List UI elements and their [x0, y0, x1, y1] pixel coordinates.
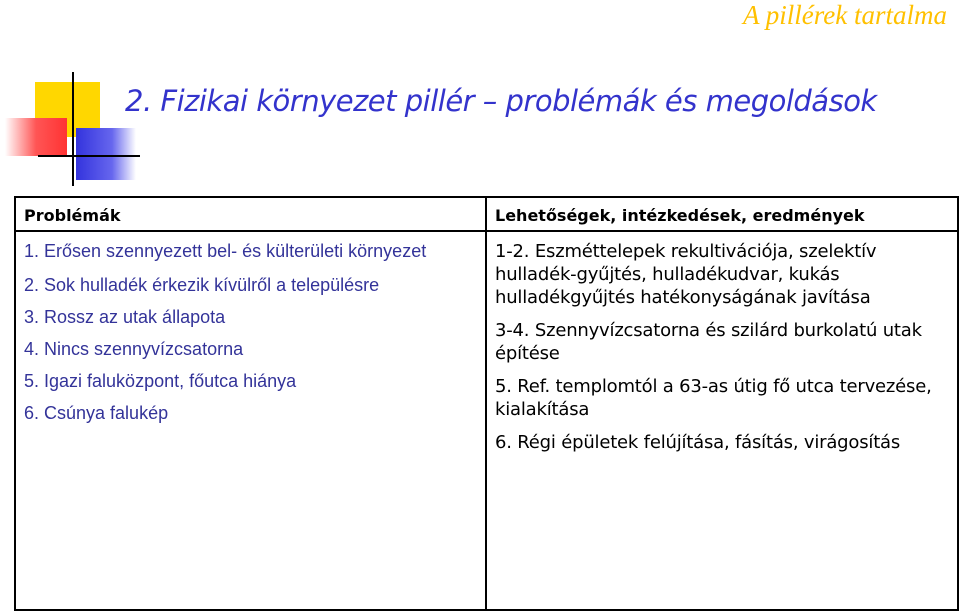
header-problems: Problémák	[15, 197, 486, 231]
problem-item: 5. Igazi faluközpont, főutca hiánya	[24, 371, 297, 391]
deco-blue-square	[76, 128, 136, 180]
solution-item: 5. Ref. templomtól a 63-as útig fő utca tervezése, kialakítása	[495, 376, 932, 420]
solution-item: 1-2. Eszméttelepek rekultivációja, szelektív hulladék-gyűjtés, hulladékudvar, kukás hulladékgyűjtés hatékonyságának javítása	[495, 241, 877, 308]
problem-item: 6. Csúnya falukép	[24, 403, 169, 423]
decorative-squares-logo	[0, 0, 140, 190]
problem-item: 4. Nincs szennyvízcsatorna	[24, 339, 244, 359]
problems-solutions-table	[14, 196, 959, 611]
problem-item: 3. Rossz az utak állapota	[24, 307, 226, 327]
slide-title: 2. Fizikai környezet pillér – problémák és megoldások	[125, 84, 877, 118]
problem-item: 2. Sok hulladék érkezik kívülről a településre	[24, 275, 380, 295]
header-solutions: Lehetőségek, intézkedések, eredmények	[486, 197, 958, 231]
problems-cell	[15, 231, 486, 610]
solution-item: 6. Régi épületek felújítása, fásítás, virágosítás	[495, 432, 901, 453]
presentation-header-title: A pillérek tartalma	[743, 0, 947, 30]
table-header-row	[15, 197, 958, 231]
deco-red-square	[5, 118, 67, 156]
table-row	[15, 231, 958, 610]
solution-item: 3-4. Szennyvízcsatorna és szilárd burkolatú utak építése	[495, 320, 922, 364]
problem-item: 1. Erősen szennyezett bel- és külterületi környezet	[24, 241, 427, 261]
solutions-cell	[486, 231, 958, 610]
